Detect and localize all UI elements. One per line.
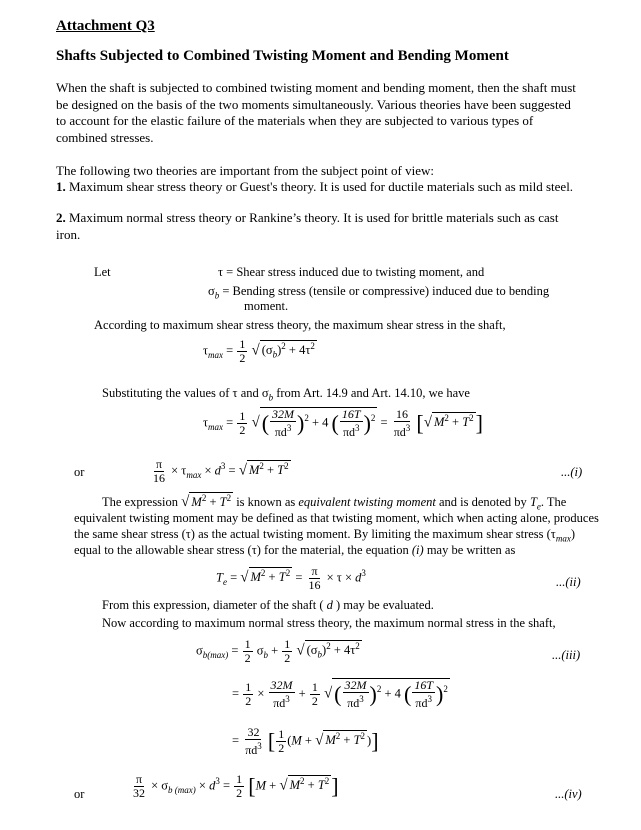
substituting-line: Substituting the values of τ and $\sigma_b$ from Art. 14.9 and Art. 14.10, we have [102,386,470,403]
equation-iii: $\sigma_{b(max)}$ = $\frac{1}{2}$ $\sigma_b$ + $\frac{1}{2}$ √ $(\sigma_b)^2 + 4\tau^2$ [196,637,360,665]
equation-tau-max: $\tau_{max}$ = $\frac{1}{2}$ √ $(\sigma_b)^2 + 4\tau^2$ [203,337,315,365]
sigma-definition: $\sigma_b$ = Bending stress (tensile or compressive) induced due to bending [208,284,550,301]
item-text: Maximum normal stress theory or Rankine’s theory. It is used for brittle materials such as cast iron. [56,210,559,242]
or-label-1: or [74,465,85,479]
according-normal: Now according to maximum normal stress theory, the maximum normal stress in the shaft, [102,616,556,630]
theories-intro: The following two theories are important from the subject point of view: [56,163,434,178]
expression-line-3: the same shear stress (τ) as the actual twisting moment. By limiting the maximum shear stress $(\tau_{max})$ [74,527,575,544]
attachment-heading: Attachment Q3 [56,18,155,34]
according-shear: According to maximum shear stress theory, the maximum shear stress in the shaft, [94,318,506,332]
or-label-2: or [74,787,85,801]
equation-tau-max-expanded: $\tau_{max}$ = $\frac{1}{2}$ √( $\frac{32M}{\pi d^3}$ )$^2$ + 4 ( $\frac{16T}{\pi d^3}$ )$^2$ = $\frac{16}{\pi d^3}$ [√ $M^2 + T^2$] [203,407,483,439]
expression-line-2: equivalent twisting moment may be defined as that twisting moment, which when acting alone, produces [74,511,599,525]
sigma-definition-cont: moment. [244,299,289,313]
equation-iii-step-2: = $\frac{32}{\pi d^3}$ [ $\frac{1}{2}$ (M + √ $M^2 + T^2$ )] [232,725,379,757]
let-label: Let [94,265,111,279]
theory-item-2 [56,210,584,243]
intro-paragraph: When the shaft is subjected to combined twisting moment and bending moment, then the shaft must be designed on the basis of the two moments simultaneously. Various theories have been suggested to account for the elastic failure of the materials when they are subjected to various types of combined stresses. [56,80,576,145]
equation-ii: $T_e$ = √ $M^2 + T^2$ = $\frac{\pi}{16}$ × $\tau \times d^3$ [216,564,366,592]
sigma-definition-text: = Bending stress (tensile or compressive) induced due to bending [222,284,550,298]
expression-line-4: equal to the allowable shear stress (τ) for the material, the equation (i) may be written as [74,543,516,557]
tau-definition: τ = Shear stress induced due to twisting moment, and [218,265,485,279]
section-title: Shafts Subjected to Combined Twisting Moment and Bending Moment [56,48,509,64]
equation-iv: $\frac{\pi}{32}$ × $\sigma_{b (max)} \times d^3$ = $\frac{1}{2}$ [M + √ $M^2 + T^2$] [133,772,339,800]
theory-item-1 [56,179,584,196]
item-text: Maximum shear stress theory or Guest's theory. It is used for ductile materials such as mild steel. [65,179,574,194]
equation-label-iv: ...(iv) [555,787,582,801]
from-expression: From this expression, diameter of the shaft ( d ) may be evaluated. [102,598,434,612]
equation-iii-step-1: = $\frac{1}{2}$ × $\frac{32M}{\pi d^3}$ + $\frac{1}{2}$ √( $\frac{32M}{\pi d^3}$ )$^2$ + 4 ( $\frac{16T}{\pi d^3}$ )$^2$ [232,678,448,710]
equation-label-i: ...(i) [561,465,583,479]
equation-label-ii: ...(ii) [556,575,581,589]
expression-line-1: The expression √ $M^2 + T^2$ is known as equivalent twisting moment and is denoted by $T_e$. The [102,493,567,512]
equation-i: $\frac{\pi}{16}$ × $\tau_{max} \times d^3$ = √ $M^2 + T^2$ [153,457,289,485]
equation-label-iii: ...(iii) [552,648,581,662]
item-number: 2. [56,210,66,225]
item-number: 1. [56,179,66,194]
